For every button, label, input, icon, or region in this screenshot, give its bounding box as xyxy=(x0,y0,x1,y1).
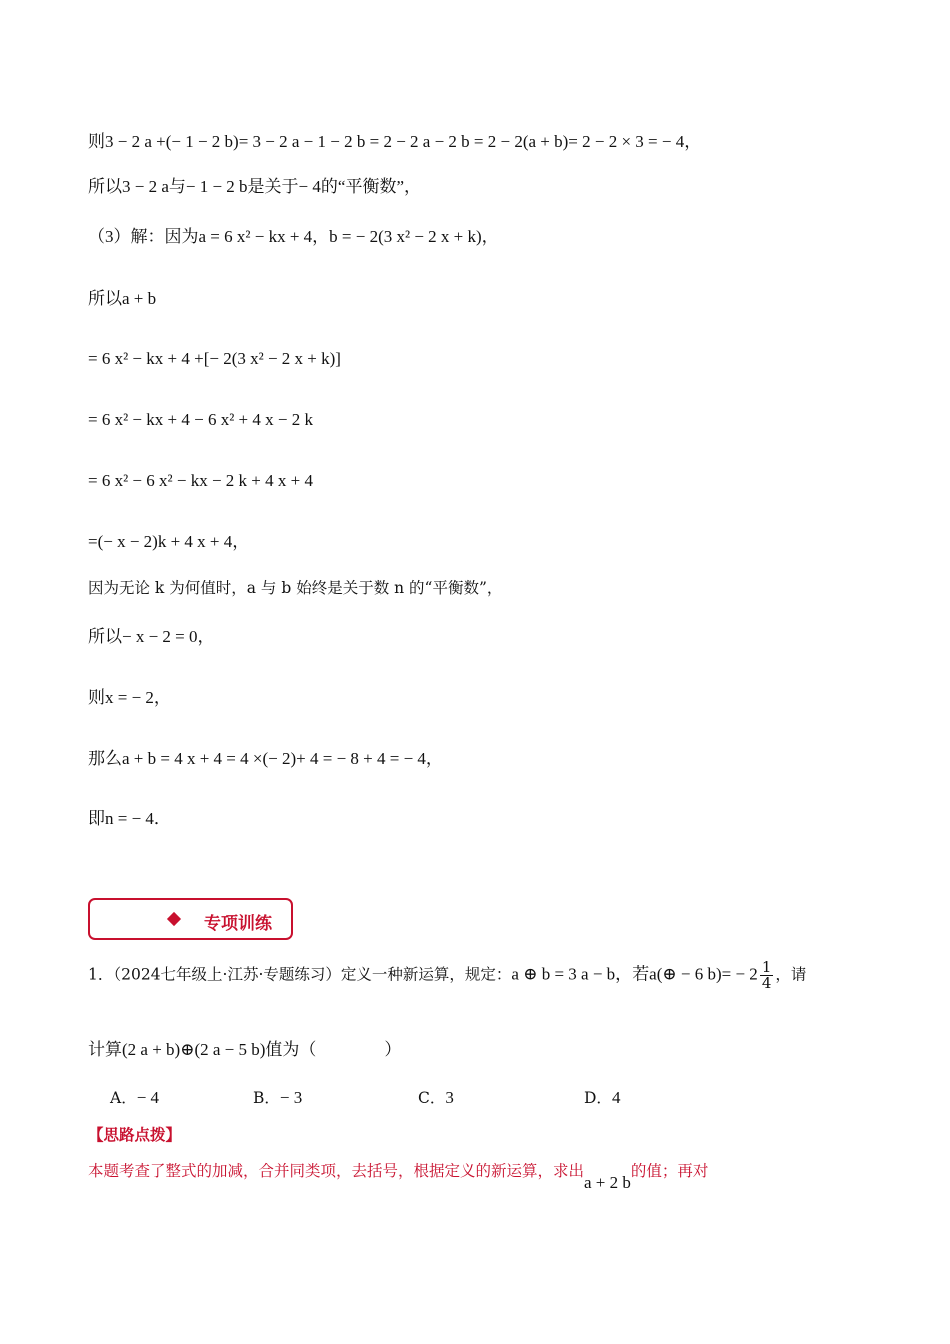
option-c[interactable]: C．3 xyxy=(418,1088,454,1107)
diamond-icon xyxy=(167,912,181,926)
solution-line-5: = 6 x² − kx + 4 +[− 2(3 x² − 2 x + k)] xyxy=(88,349,341,368)
section-header xyxy=(88,898,293,940)
option-d[interactable]: D．4 xyxy=(584,1088,621,1107)
question-rule: a ⊕ b = 3 a − b， xyxy=(511,964,633,984)
question-line1-end: ，请 xyxy=(775,965,807,984)
question-prefix: 1．（2024七年级上·江苏·专题练习）定义一种新运算，规定： xyxy=(88,965,512,984)
hint-expression: a + 2 b xyxy=(584,1173,631,1192)
hint-label: 【思路点拨】 xyxy=(88,1125,182,1144)
solution-line-6: = 6 x² − kx + 4 − 6 x² + 4 x − 2 k xyxy=(88,410,313,429)
mixed-fraction: $\frac{1}{4}$ xyxy=(761,958,772,992)
solution-line-10: 所以− x − 2 = 0， xyxy=(88,627,215,646)
solution-line-11: 则x = − 2， xyxy=(88,688,171,707)
option-b[interactable]: B．− 3 xyxy=(253,1088,303,1107)
solution-line-8: =(− x − 2)k + 4 x + 4， xyxy=(88,532,250,551)
solution-line-7: = 6 x² − 6 x² − kx − 2 k + 4 x + 4 xyxy=(88,471,313,490)
hint-text: 本题考查了整式的加减，合并同类项，去括号，根据定义的新运算，求出a + 2 b的值；再对 xyxy=(88,1162,709,1192)
section-title: 专项训练 xyxy=(204,914,272,934)
option-a[interactable]: A．− 4 xyxy=(110,1088,160,1107)
solution-line-12: 那么a + b = 4 x + 4 = 4 ×(− 2)+ 4 = − 8 + 4 = − 4， xyxy=(88,749,443,768)
solution-line-2: 所以3 − 2 a与− 1 − 2 b是关于− 4的“平衡数”， xyxy=(88,177,421,196)
solution-line-3: （3）解：因为a = 6 x² − kx + 4，b = − 2(3 x² − 2 x + k)， xyxy=(88,227,499,246)
solution-line-4: 所以a + b xyxy=(88,289,157,308)
question-line-2: 计算(2 a + b)⊕(2 a − 5 b)值为（ ） xyxy=(88,1040,402,1059)
solution-line-13: 即n = − 4． xyxy=(88,809,171,828)
question-condition: 若a(⊕ − 6 b)= − 2 xyxy=(632,964,758,984)
solution-line-1: 则3 − 2 a +(− 1 − 2 b)= 3 − 2 a − 1 − 2 b = 2 − 2 a − 2 b = 2 − 2(a + b)= 2 − 2 × 3 = − 4， xyxy=(88,132,702,151)
solution-line-9: 因为无论 k 为何值时，a 与 b 始终是关于数 n 的“平衡数”， xyxy=(88,579,503,597)
question-line-1 xyxy=(88,960,806,991)
